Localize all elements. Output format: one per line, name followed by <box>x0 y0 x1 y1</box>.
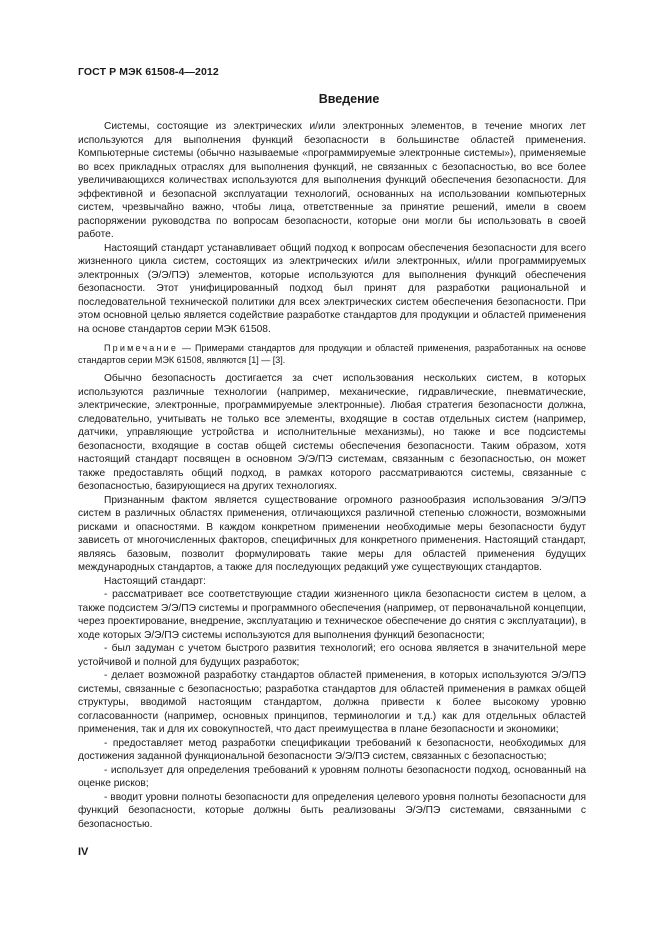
page-number: IV <box>78 846 89 858</box>
paragraph: Признанным фактом является существование огромного разнообразия использования Э/Э/ПЭ систем в различных областях применения, отличающихся различной степенью сложности, возможными рисками и опасностями. В каждом конкретном применении необходимые меры безопасности будут зависеть от многочисленных факторов, специфичных для конкретного применения. Настоящий стандарт, являясь базовым, позволит формулировать такие меры для областей применения будущих международных стандартов, а также для последующих редакций уже существующих стандартов. <box>78 494 586 573</box>
paragraph: Настоящий стандарт устанавливает общий подход к вопросам обеспечения безопасности для всего жизненного цикла систем, состоящих из электрических и/или электронных, и/или программируемых электронных (Э/Э/ПЭ) элементов, которые используются для выполнения функций обеспечения безопасности. Этот унифицированный подход был принят для разработки рациональной и последовательной технической политики для всех электрических систем обеспечения безопасности. При этом основной целью является содействие разработке стандартов для продукции и областей применения на основе стандартов серии МЭК 61508. <box>78 242 586 335</box>
list-item: - рассматривает все соответствующие стадии жизненного цикла безопасности систем в целом, а также подсистем Э/Э/ПЭ системы и программного обеспечения (например, от первоначальной концепции, через проектирование, внедрение, эксплуатацию и техническое обеспечение до снятия с эксплуатации), в ходе которых Э/Э/ПЭ системы используются для выполнения функций безопасности; <box>78 589 586 641</box>
paragraph: Обычно безопасность достигается за счет использования нескольких систем, в которых используются различные технологии (например, механические, гидравлические, пневматические, электрические, электронные, программируемые электронные). Любая стратегия безопасности должна, следовательно, учитывать не только все элементы, входящие в состав отдельных систем (например, датчики, управляющие устройства и исполнительные механизмы), но также и все подсистемы безопасности, входящие в состав общей системы обеспечения безопасности. Таким образом, хотя настоящий стандарт посвящен в основном Э/Э/ПЭ системам, связанным с безопасностью, он может также предоставлять общий подход, в рамках которого рассматриваются системы, связанные с безопасностью, базирующиеся на других технологиях. <box>78 373 586 492</box>
note <box>78 342 586 366</box>
paragraph: Системы, состоящие из электрических и/или электронных элементов, в течение многих лет используются для выполнения функций безопасности в большинстве областей применения. Компьютерные системы (обычно называемые «программируемые электронные системы»), применяемые во всех прикладных отраслях для выполнения функций, не связанных с безопасностью, во все более увеличивающихся количествах используются для выполнения функций обеспечения безопасности. Для эффективной и безопасной эксплуатации технологий, основанных на использовании компьютерных систем, чрезвычайно важно, чтобы лица, ответственные за принятие решений, имели в своем распоряжении руководства по вопросам безопасности, которые они могли бы использовать в своей работе. <box>78 121 586 240</box>
standard-header: ГОСТ Р МЭК 61508-4—2012 <box>78 66 219 78</box>
list-item: - был задуман с учетом быстрого развития технологий; его основа является в значительной мере устойчивой и полной для будущих разработок; <box>78 643 586 668</box>
list-item: - использует для определения требований к уровням полноты безопасности подход, основанный на оценке рисков; <box>78 764 586 789</box>
note-label: Примечание <box>104 343 179 353</box>
section-title: Введение <box>318 92 380 106</box>
list-item: - делает возможной разработку стандартов областей применения, в которых используются Э/Э/ПЭ системы, связанные с безопасностью; разработка стандартов для областей применения в рамках общей структуры, вводимой настоящим стандартом, должна привести к более высокому уровню согласованности (например, основных принципов, терминологии и т.д.) как для отдельных областей применения, так и для их совокупностей, что даст преимущества в плане безопасности и экономики; <box>78 670 586 735</box>
list-item: - вводит уровни полноты безопасности для определения целевого уровня полноты безопасности для функций безопасности, которые должны быть реализованы Э/Э/ПЭ системами, связанными с безопасностью. <box>78 791 586 830</box>
paragraph: Настоящий стандарт: <box>104 575 206 587</box>
list-item: - предоставляет метод разработки спецификации требований к безопасности, необходимых для достижения заданной функциональной безопасности Э/Э/ПЭ систем, связанных с безопасностью; <box>78 737 586 762</box>
note-text: — Примерами стандартов для продукции и областей применения, разработанных на основе стандартов серии МЭК 61508, являются [1] — [3]. <box>78 343 586 365</box>
body-text <box>78 120 586 831</box>
